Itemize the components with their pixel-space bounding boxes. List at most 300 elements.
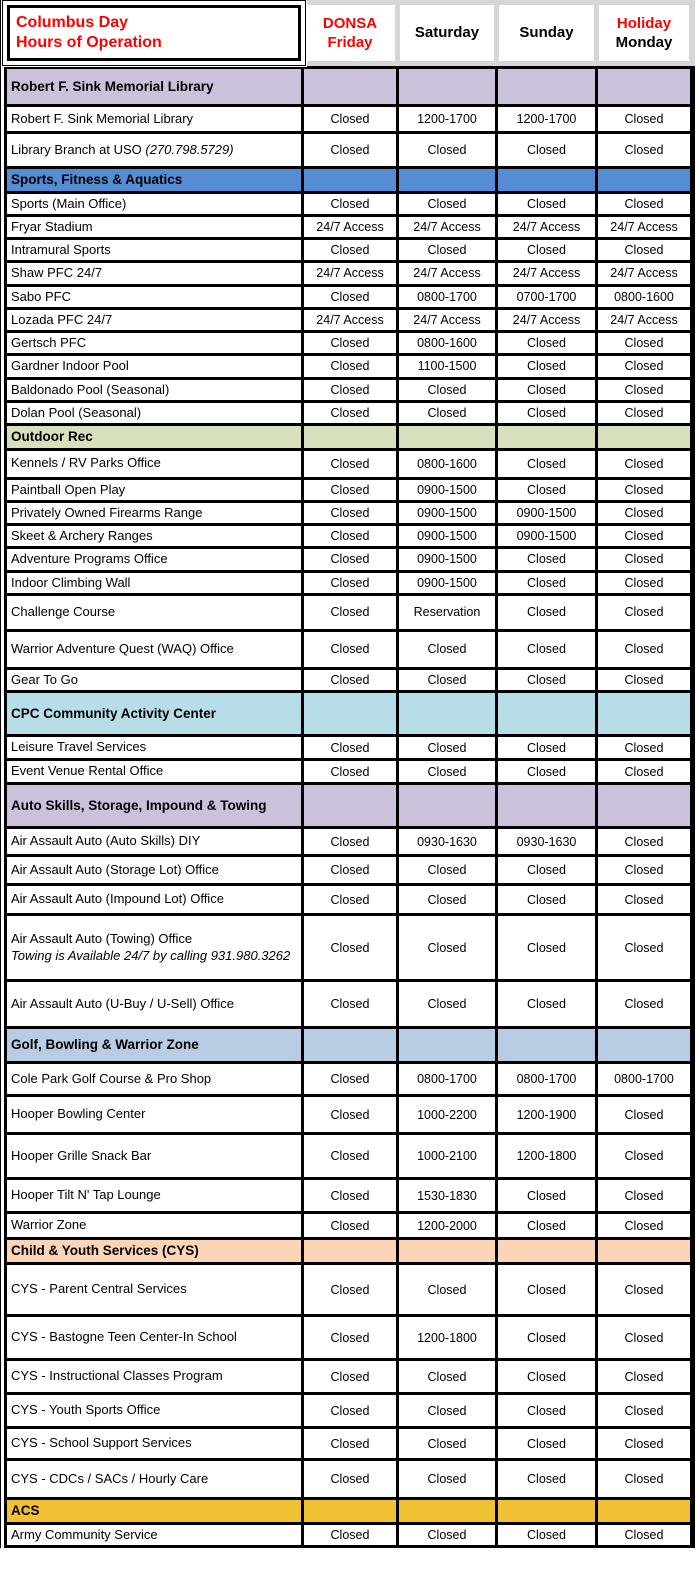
table-row: [7, 573, 692, 593]
value-cell: Closed: [598, 1135, 690, 1177]
value-cell: Closed: [598, 1317, 690, 1358]
column-header-label: DONSA: [322, 14, 378, 32]
section-empty-cell: [304, 69, 396, 104]
value-cell: 1200-1900: [498, 1097, 595, 1132]
value-cell: Closed: [304, 1135, 396, 1177]
value-cell: Closed: [498, 632, 595, 667]
value-cell: Closed: [498, 1361, 595, 1392]
table-row: [7, 1135, 692, 1177]
section-empty-cell: [304, 169, 396, 191]
value-cell: Closed: [498, 1180, 595, 1211]
row-label: Dolan Pool (Seasonal): [7, 403, 301, 423]
value-cell: Closed: [399, 761, 495, 782]
value-cell: 0930-1630: [399, 829, 495, 854]
table-row: [7, 1361, 692, 1392]
table-row: [7, 240, 692, 260]
row-label: Air Assault Auto (U-Buy / U-Sell) Office: [7, 982, 301, 1026]
value-cell: Closed: [304, 194, 396, 214]
section-header-label: CPC Community Activity Center: [7, 693, 301, 734]
value-cell: Closed: [498, 857, 595, 883]
row-label: Sports (Main Office): [7, 194, 301, 214]
row-label: CYS - Parent Central Services: [7, 1265, 301, 1314]
section-empty-cell: [304, 426, 396, 448]
value-cell: Closed: [399, 1395, 495, 1426]
value-cell: 1200-2000: [399, 1214, 495, 1237]
value-cell: 1200-1800: [498, 1135, 595, 1177]
section-empty-cell: [598, 69, 690, 104]
table-row: [7, 1064, 692, 1094]
section-empty-cell: [399, 169, 495, 191]
value-cell: 1200-1800: [399, 1317, 495, 1358]
column-header-holiday: [599, 5, 689, 61]
column-header-donsa: [305, 5, 395, 61]
value-cell: Closed: [304, 982, 396, 1026]
value-cell: 24/7 Access: [399, 310, 495, 330]
table-row: [7, 1180, 692, 1211]
value-cell: Closed: [498, 886, 595, 913]
section-row: [7, 785, 692, 826]
table-row: [7, 1395, 692, 1426]
value-cell: Closed: [399, 380, 495, 400]
row-label: Challenge Course: [7, 596, 301, 629]
value-cell: 24/7 Access: [598, 263, 690, 283]
row-label: Hooper Bowling Center: [7, 1097, 301, 1132]
row-label: Lozada PFC 24/7: [7, 310, 301, 330]
value-cell: Closed: [598, 737, 690, 758]
value-cell: 24/7 Access: [498, 263, 595, 283]
section-empty-cell: [598, 426, 690, 448]
row-label: Kennels / RV Parks Office: [7, 451, 301, 477]
value-cell: Closed: [304, 857, 396, 883]
value-cell: Closed: [399, 134, 495, 166]
row-label: CYS - Instructional Classes Program: [7, 1361, 301, 1392]
value-cell: 0800-1700: [399, 287, 495, 307]
table-row: [7, 1317, 692, 1358]
value-cell: Closed: [304, 1180, 396, 1211]
value-cell: Closed: [399, 632, 495, 667]
row-label: Intramural Sports: [7, 240, 301, 260]
section-row: [7, 1240, 692, 1262]
value-cell: 0800-1700: [598, 1064, 690, 1094]
row-label: Gear To Go: [7, 670, 301, 690]
value-cell: 0700-1700: [498, 287, 595, 307]
value-cell: Closed: [598, 107, 690, 131]
value-cell: Closed: [598, 1214, 690, 1237]
value-cell: Closed: [498, 403, 595, 423]
value-cell: Closed: [498, 1265, 595, 1314]
value-cell: Closed: [304, 451, 396, 477]
value-cell: Closed: [598, 1180, 690, 1211]
section-empty-cell: [498, 426, 595, 448]
value-cell: 1530-1830: [399, 1180, 495, 1211]
value-cell: Closed: [498, 1214, 595, 1237]
section-empty-cell: [304, 1240, 396, 1262]
table-row: [7, 829, 692, 854]
section-empty-cell: [498, 1029, 595, 1061]
value-cell: Closed: [304, 1317, 396, 1358]
value-cell: Closed: [498, 761, 595, 782]
value-cell: Closed: [304, 1265, 396, 1314]
value-cell: 0900-1500: [399, 480, 495, 500]
table-row: [7, 217, 692, 237]
value-cell: Closed: [304, 670, 396, 690]
row-label: Air Assault Auto (Towing) Office Towing is Available 24/7 by calling 931.980.3262: [7, 916, 301, 979]
value-cell: Closed: [498, 1461, 595, 1497]
value-cell: Closed: [399, 1265, 495, 1314]
row-label: Paintball Open Play: [7, 480, 301, 500]
value-cell: Closed: [498, 916, 595, 979]
row-label: Event Venue Rental Office: [7, 761, 301, 782]
row-label: Hooper Grille Snack Bar: [7, 1135, 301, 1177]
value-cell: Closed: [498, 380, 595, 400]
table-row: [7, 287, 692, 307]
value-cell: 0930-1630: [498, 829, 595, 854]
section-row: [7, 169, 692, 191]
value-cell: Closed: [498, 451, 595, 477]
value-cell: 1200-1700: [399, 107, 495, 131]
section-row: [7, 69, 692, 104]
value-cell: Closed: [598, 857, 690, 883]
section-empty-cell: [399, 1500, 495, 1522]
value-cell: Closed: [399, 916, 495, 979]
column-header-saturday: [400, 5, 494, 61]
row-label: Gardner Indoor Pool: [7, 356, 301, 376]
value-cell: Closed: [304, 526, 396, 546]
table-row: [7, 1214, 692, 1237]
section-header-label: Robert F. Sink Memorial Library: [7, 69, 301, 104]
section-header-label: Auto Skills, Storage, Impound & Towing: [7, 785, 301, 826]
value-cell: Closed: [598, 632, 690, 667]
section-empty-cell: [498, 693, 595, 734]
value-cell: 24/7 Access: [399, 263, 495, 283]
section-empty-cell: [598, 693, 690, 734]
section-empty-cell: [598, 1500, 690, 1522]
row-label: CYS - CDCs / SACs / Hourly Care: [7, 1461, 301, 1497]
value-cell: Closed: [498, 480, 595, 500]
section-empty-cell: [498, 1500, 595, 1522]
value-cell: Closed: [304, 1361, 396, 1392]
table-row: [7, 632, 692, 667]
value-cell: 24/7 Access: [304, 217, 396, 237]
table-row: [7, 480, 692, 500]
table-row: [7, 451, 692, 477]
table-row: [7, 1097, 692, 1132]
value-cell: Closed: [304, 240, 396, 260]
section-empty-cell: [498, 785, 595, 826]
section-empty-cell: [598, 1240, 690, 1262]
section-empty-cell: [399, 693, 495, 734]
table-header-row: [4, 0, 695, 66]
value-cell: 24/7 Access: [498, 217, 595, 237]
value-cell: Closed: [598, 1525, 690, 1545]
section-empty-cell: [598, 1029, 690, 1061]
table-row: [7, 1461, 692, 1497]
section-empty-cell: [498, 1240, 595, 1262]
value-cell: Closed: [304, 107, 396, 131]
section-header-label: Child & Youth Services (CYS): [7, 1240, 301, 1262]
value-cell: Closed: [598, 1361, 690, 1392]
value-cell: Closed: [399, 982, 495, 1026]
row-label: Air Assault Auto (Storage Lot) Office: [7, 857, 301, 883]
value-cell: Closed: [304, 549, 396, 569]
value-cell: Closed: [304, 287, 396, 307]
value-cell: Closed: [598, 1097, 690, 1132]
value-cell: Closed: [598, 403, 690, 423]
value-cell: Closed: [598, 1429, 690, 1458]
value-cell: Closed: [304, 632, 396, 667]
row-label: Indoor Climbing Wall: [7, 573, 301, 593]
value-cell: Closed: [498, 982, 595, 1026]
value-cell: Closed: [498, 134, 595, 166]
value-cell: Closed: [498, 1395, 595, 1426]
value-cell: 1200-1700: [498, 107, 595, 131]
value-cell: Closed: [304, 596, 396, 629]
table-body: [4, 66, 695, 1548]
value-cell: 24/7 Access: [598, 310, 690, 330]
value-cell: Closed: [598, 451, 690, 477]
value-cell: 0900-1500: [399, 526, 495, 546]
column-header-label: Saturday: [414, 24, 480, 42]
value-cell: Closed: [399, 1429, 495, 1458]
table-row: [7, 737, 692, 758]
value-cell: Closed: [598, 1265, 690, 1314]
column-header-label: Monday: [615, 34, 673, 51]
table-row: [7, 670, 692, 690]
value-cell: Closed: [598, 134, 690, 166]
value-cell: 24/7 Access: [304, 310, 396, 330]
value-cell: Closed: [498, 549, 595, 569]
value-cell: 24/7 Access: [598, 217, 690, 237]
value-cell: Closed: [399, 1361, 495, 1392]
table-row: [7, 503, 692, 523]
value-cell: Closed: [598, 1395, 690, 1426]
table-row: [7, 916, 692, 979]
value-cell: Closed: [598, 982, 690, 1026]
row-label: Fryar Stadium: [7, 217, 301, 237]
row-label: Library Branch at USO (270.798.5729): [7, 134, 301, 166]
section-empty-cell: [399, 785, 495, 826]
value-cell: Closed: [399, 194, 495, 214]
column-header-label: Holiday: [616, 14, 672, 32]
value-cell: 0900-1500: [498, 503, 595, 523]
value-cell: Closed: [399, 240, 495, 260]
value-cell: Closed: [304, 503, 396, 523]
row-label: Gertsch PFC: [7, 333, 301, 353]
value-cell: Closed: [304, 829, 396, 854]
value-cell: Closed: [598, 194, 690, 214]
row-note: Towing is Available 24/7 by calling 931.980.3262: [11, 947, 291, 963]
row-label: Warrior Zone: [7, 1214, 301, 1237]
value-cell: Closed: [498, 1429, 595, 1458]
value-cell: 0900-1500: [498, 526, 595, 546]
row-label: Skeet & Archery Ranges: [7, 526, 301, 546]
value-cell: Closed: [598, 761, 690, 782]
value-cell: 24/7 Access: [498, 310, 595, 330]
table-row: [7, 194, 692, 214]
value-cell: Closed: [304, 356, 396, 376]
value-cell: Closed: [598, 503, 690, 523]
row-label: CYS - School Support Services: [7, 1429, 301, 1458]
table-row: [7, 596, 692, 629]
section-header-label: ACS: [7, 1500, 301, 1522]
table-row: [7, 526, 692, 546]
section-empty-cell: [399, 69, 495, 104]
value-cell: Closed: [498, 670, 595, 690]
value-cell: Closed: [498, 596, 595, 629]
section-row: [7, 1029, 692, 1061]
value-cell: 0800-1600: [399, 451, 495, 477]
section-empty-cell: [598, 785, 690, 826]
table-row: [7, 403, 692, 423]
value-cell: Closed: [498, 573, 595, 593]
value-cell: Closed: [304, 134, 396, 166]
section-empty-cell: [399, 1029, 495, 1061]
value-cell: 0800-1700: [399, 1064, 495, 1094]
value-cell: Closed: [304, 480, 396, 500]
table-row: [7, 549, 692, 569]
row-label: Cole Park Golf Course & Pro Shop: [7, 1064, 301, 1094]
value-cell: Closed: [399, 737, 495, 758]
value-cell: Closed: [598, 356, 690, 376]
value-cell: Closed: [498, 194, 595, 214]
value-cell: Closed: [598, 549, 690, 569]
table-row: [7, 1265, 692, 1314]
column-header-sunday: [499, 5, 594, 61]
column-header-label: Sunday: [519, 24, 574, 42]
value-cell: Closed: [598, 886, 690, 913]
value-cell: Closed: [598, 240, 690, 260]
value-cell: Closed: [598, 480, 690, 500]
section-empty-cell: [399, 1240, 495, 1262]
table-row: [7, 1429, 692, 1458]
value-cell: Closed: [598, 526, 690, 546]
value-cell: Closed: [498, 737, 595, 758]
value-cell: 0900-1500: [399, 573, 495, 593]
row-label: Air Assault Auto (Auto Skills) DIY: [7, 829, 301, 854]
value-cell: Closed: [598, 380, 690, 400]
value-cell: Closed: [598, 1461, 690, 1497]
value-cell: 0800-1700: [498, 1064, 595, 1094]
table-row: [7, 263, 692, 283]
table-row: [7, 380, 692, 400]
row-label: Robert F. Sink Memorial Library: [7, 107, 301, 131]
value-cell: Closed: [304, 333, 396, 353]
value-cell: Closed: [304, 573, 396, 593]
value-cell: Closed: [399, 1461, 495, 1497]
value-cell: Closed: [598, 916, 690, 979]
value-cell: Closed: [399, 857, 495, 883]
value-cell: Closed: [399, 670, 495, 690]
table-row: [7, 107, 692, 131]
section-empty-cell: [304, 693, 396, 734]
value-cell: 24/7 Access: [304, 263, 396, 283]
section-empty-cell: [304, 1029, 396, 1061]
value-cell: 0800-1600: [598, 287, 690, 307]
value-cell: Closed: [598, 596, 690, 629]
row-label: Sabo PFC: [7, 287, 301, 307]
table-row: [7, 356, 692, 376]
value-cell: Closed: [304, 916, 396, 979]
row-label: Air Assault Auto (Impound Lot) Office: [7, 886, 301, 913]
value-cell: 0900-1500: [399, 503, 495, 523]
value-cell: Closed: [399, 1525, 495, 1545]
value-cell: Closed: [304, 1214, 396, 1237]
section-header-label: Outdoor Rec: [7, 426, 301, 448]
value-cell: Closed: [598, 333, 690, 353]
row-label: CYS - Bastogne Teen Center-In School: [7, 1317, 301, 1358]
column-header-label: Friday: [327, 34, 373, 51]
value-cell: 1000-2200: [399, 1097, 495, 1132]
row-label: Adventure Programs Office: [7, 549, 301, 569]
section-empty-cell: [598, 169, 690, 191]
row-note: (270.798.5729): [145, 141, 234, 157]
section-row: [7, 426, 692, 448]
table-row: [7, 886, 692, 913]
section-row: [7, 1500, 692, 1522]
value-cell: Closed: [304, 1064, 396, 1094]
value-cell: 0800-1600: [399, 333, 495, 353]
table-row: [7, 857, 692, 883]
value-cell: 24/7 Access: [399, 217, 495, 237]
table-title-cell: [7, 5, 301, 61]
section-row: [7, 693, 692, 734]
section-empty-cell: [498, 169, 595, 191]
value-cell: Closed: [498, 1317, 595, 1358]
value-cell: Closed: [598, 670, 690, 690]
value-cell: Closed: [598, 829, 690, 854]
table-row: [7, 134, 692, 166]
row-label: Shaw PFC 24/7: [7, 263, 301, 283]
value-cell: Closed: [304, 1461, 396, 1497]
value-cell: Closed: [399, 886, 495, 913]
value-cell: Closed: [498, 333, 595, 353]
table-row: [7, 761, 692, 782]
value-cell: Closed: [304, 403, 396, 423]
table-row: [7, 310, 692, 330]
value-cell: 1100-1500: [399, 356, 495, 376]
table-row: [7, 982, 692, 1026]
row-label: Leisure Travel Services: [7, 737, 301, 758]
section-empty-cell: [304, 1500, 396, 1522]
value-cell: Reservation: [399, 596, 495, 629]
table-title-line1: Columbus Day: [16, 14, 129, 31]
value-cell: Closed: [304, 761, 396, 782]
value-cell: Closed: [304, 380, 396, 400]
value-cell: Closed: [304, 1097, 396, 1132]
value-cell: 1000-2100: [399, 1135, 495, 1177]
value-cell: Closed: [304, 886, 396, 913]
table-row: [7, 1525, 692, 1545]
section-empty-cell: [399, 426, 495, 448]
section-empty-cell: [304, 785, 396, 826]
value-cell: Closed: [498, 240, 595, 260]
value-cell: Closed: [304, 737, 396, 758]
table-row: [7, 333, 692, 353]
value-cell: Closed: [304, 1429, 396, 1458]
value-cell: Closed: [399, 403, 495, 423]
row-label: Warrior Adventure Quest (WAQ) Office: [7, 632, 301, 667]
row-label: CYS - Youth Sports Office: [7, 1395, 301, 1426]
section-header-label: Golf, Bowling & Warrior Zone: [7, 1029, 301, 1061]
value-cell: Closed: [304, 1395, 396, 1426]
value-cell: Closed: [304, 1525, 396, 1545]
value-cell: Closed: [498, 1525, 595, 1545]
row-label: Army Community Service: [7, 1525, 301, 1545]
row-label: Privately Owned Firearms Range: [7, 503, 301, 523]
section-header-label: Sports, Fitness & Aquatics: [7, 169, 301, 191]
value-cell: Closed: [498, 356, 595, 376]
section-empty-cell: [498, 69, 595, 104]
